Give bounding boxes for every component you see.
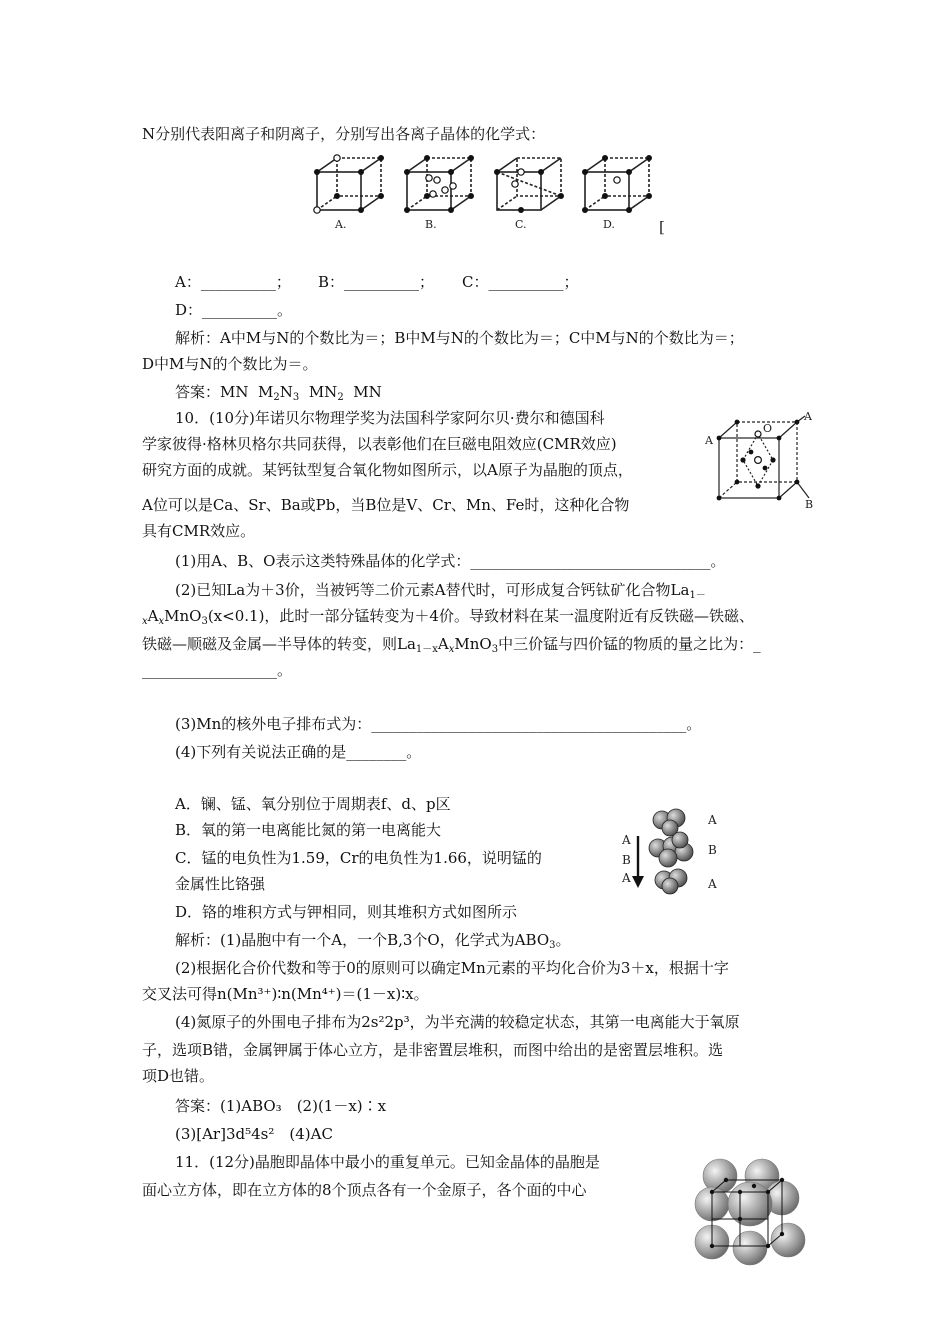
q10-line1: 10．(10分)年诺贝尔物理学奖为法国科学家阿尔贝·费尔和德国科 — [175, 409, 605, 427]
q9-analysis-line2: D中M与N的个数比为＝。 — [142, 355, 318, 373]
svg-text:B: B — [622, 853, 631, 867]
q10-part3: (3)Mn的核外电子排布式为：__________________________________________。 — [175, 715, 702, 733]
intro-line: N分别代表阳离子和阴离子，分别写出各离子晶体的化学式： — [142, 125, 546, 143]
q9-analysis-line1: 解析：A中M与N的个数比为＝；B中M与N的个数比为＝；C中M与N的个数比为＝； — [175, 329, 744, 347]
q10-part2-line2: $_xA_xMnO_3(x<0.1)$，此时一部分锰转变为＋4价。导致材料在某一温度附近有反铁磁—铁磁、 — [142, 607, 754, 627]
answer-line2: (3)[Ar]3d⁵4s² (4)AC — [175, 1125, 333, 1143]
cube-label-a: A. — [335, 218, 347, 231]
stack-label-bottom: A — [708, 877, 717, 891]
cube-label-d: D. — [603, 218, 615, 231]
blank-c: C：__________； — [462, 273, 579, 291]
analysis-2-line1: (2)根据化合价代数和等于0的原则可以确定Mn元素的平均化合价为3＋x，根据十字 — [175, 959, 729, 977]
q10-line2: 学家彼得·格林贝格尔共同获得，以表彰他们在巨磁电阻效应(CMR效应) — [142, 435, 617, 453]
cube-label-c: C. — [515, 218, 527, 231]
perovskite-cell-figure — [705, 412, 820, 514]
stray-bracket: [ — [659, 218, 665, 236]
q10-part2-line4: __________________。 — [142, 661, 293, 679]
stacking-figure — [618, 806, 728, 896]
answer-line1: 答案：(1)ABO₃ (2)(1－x)∶x — [175, 1097, 387, 1115]
fig-label-a-left: A — [705, 434, 713, 447]
svg-text:A: A — [622, 871, 631, 885]
q11-line2: 面心立方体，即在立方体的8个顶点各有一个金原子，各个面的中心 — [142, 1181, 587, 1199]
unit-cell-figures — [305, 150, 685, 240]
option-c-line2: 金属性比铬强 — [175, 875, 266, 893]
option-d: D．铬的堆积方式与钾相同，则其堆积方式如图所示 — [175, 903, 518, 921]
q10-line3: 研究方面的成就。某钙钛型复合氧化物如图所示，以A原子为晶胞的顶点， — [142, 461, 633, 479]
analysis-1: 解析：(1)晶胞中有一个A，一个B,3个O，化学式为$ABO_3$。 — [175, 931, 571, 951]
analysis-4-line2: 子，选项B错，金属钾属于体心立方，是非密置层堆积，而图中给出的是密置层堆积。选 — [142, 1041, 724, 1059]
q10-part2-line3: 铁磁—顺磁及金属—半导体的转变，则$La_{1-x}A_xMnO_3$中三价锰与四价锰的物质的量之比为：_ — [142, 635, 761, 655]
q10-part1: (1)用A、B、O表示这类特殊晶体的化学式：________________________________。 — [175, 552, 726, 570]
q9-answer: 答案：MN $M_2N_3$ $MN_2$ MN — [175, 383, 382, 403]
q10-line5: 具有CMR效应。 — [142, 522, 256, 540]
q10-line4: A位可以是Ca、Sr、Ba或Pb，当B位是V、Cr、Mn、Fe时，这种化合物 — [142, 496, 630, 514]
blank-b: B：__________； — [318, 273, 435, 291]
blank-d: D：__________。 — [175, 301, 293, 319]
blank-a: A：__________； — [175, 273, 291, 291]
svg-text:A: A — [622, 833, 631, 847]
option-a: A．镧、锰、氧分别位于周期表f、d、p区 — [175, 795, 451, 813]
stack-label-top: A — [708, 813, 717, 827]
fcc-gold-figure — [690, 1158, 810, 1268]
analysis-4-line3: 项D也错。 — [142, 1067, 215, 1085]
q11-line1: 11．(12分)晶胞即晶体中最小的重复单元。已知金晶体的晶胞是 — [175, 1153, 600, 1171]
q10-part4: (4)下列有关说法正确的是________。 — [175, 743, 422, 761]
cube-label-b: B. — [425, 218, 437, 231]
fig-label-b: B — [805, 498, 814, 511]
fig-label-o: O — [763, 422, 773, 435]
option-b: B．氧的第一电离能比氮的第一电离能大 — [175, 821, 442, 839]
analysis-2-line2: 交叉法可得n(Mn³⁺)∶n(Mn⁴⁺)＝(1－x)∶x。 — [142, 985, 429, 1003]
analysis-4-line1: (4)氮原子的外围电子排布为2s²2p³，为半充满的较稳定状态，其第一电离能大于氧原 — [175, 1013, 740, 1031]
fig-label-a-right: A — [804, 412, 812, 423]
stack-label-mid: B — [708, 843, 717, 857]
option-c-line1: C．锰的电负性为1.59，Cr的电负性为1.66，说明锰的 — [175, 849, 542, 867]
q10-part2-line1: (2)已知La为＋3价，当被钙等二价元素A替代时，可形成复合钙钛矿化合物$La_{1-}$ — [175, 581, 706, 601]
